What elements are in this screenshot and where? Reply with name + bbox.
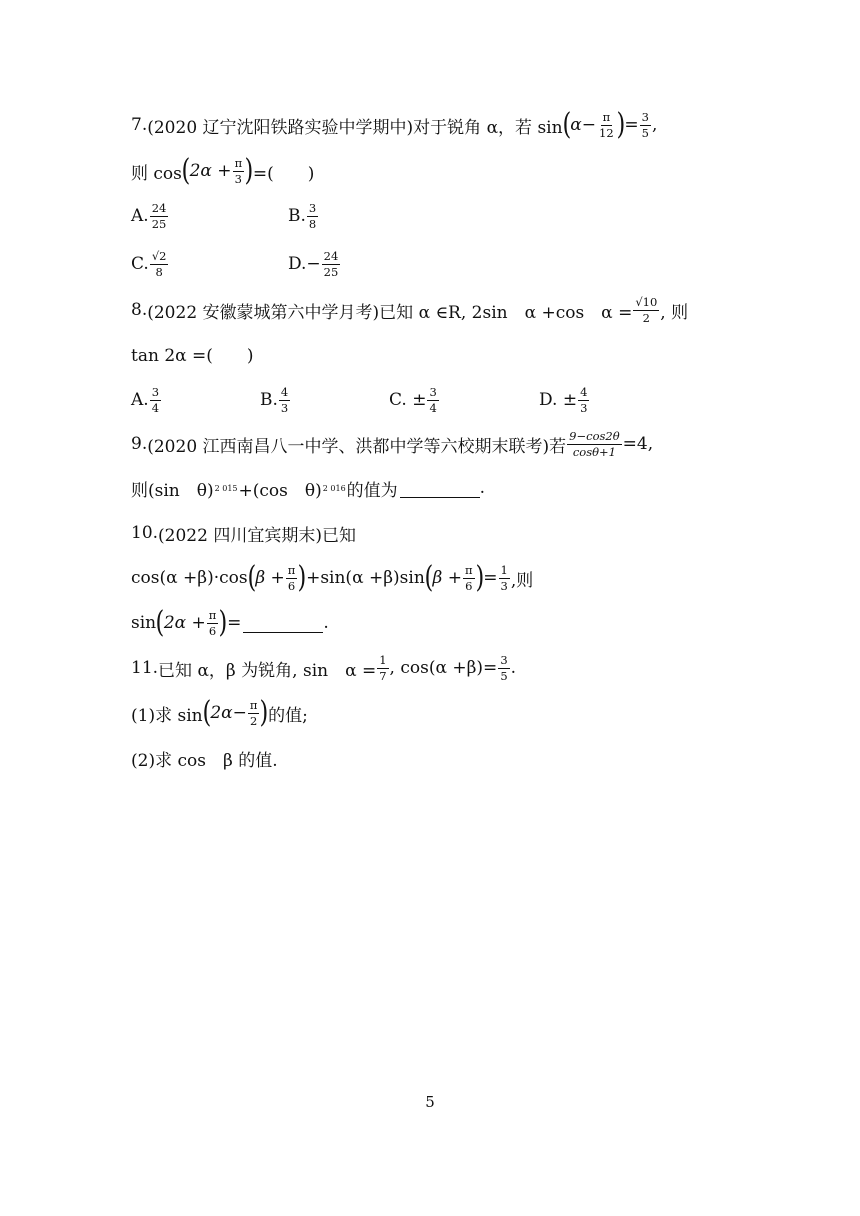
q8-option-a: A. $\frac{3}{4}$ — [131, 385, 160, 415]
q8-number: 8. — [131, 300, 148, 320]
q8-option-d: D. ± $\frac{4}{3}$ — [539, 385, 588, 415]
q7-option-c: C. $\frac{√2}{8}$ — [131, 249, 167, 279]
q10-line1: 10. (2022 四川宜宾期末) 已知 — [131, 513, 356, 553]
q11-part2: (2)求 cos β 的值. — [131, 750, 278, 771]
q7-option-a: A. $\frac{24}{25}$ — [131, 201, 167, 231]
q7-option-d: D.− $\frac{24}{25}$ — [288, 249, 339, 279]
answer-blank — [243, 614, 323, 633]
fraction-pi-2: $\frac{\pi}{2}$ — [249, 698, 258, 728]
q7-options-row2 — [0, 244, 860, 284]
q7-line2: 则 cos ( 2α + $\frac{\pi}{3}$ ) =( ) — [131, 153, 315, 188]
q9-number: 9. — [131, 434, 148, 454]
q9-line1: 9. (2020 江西南昌八一中学、洪都中学等六校期末联考) 若 $\frac{9-\cos 2\theta}{\cos\theta+1}$ =4, — [131, 429, 654, 459]
page-number: 5 — [425, 1093, 435, 1111]
q9-line2: 则(sin θ) 2 015 +(cos θ) 2 016 的值为 . — [131, 478, 486, 501]
q11-number: 11. — [131, 658, 159, 678]
left-paren: ( — [181, 153, 191, 188]
q7-number: 7. — [131, 115, 148, 135]
q11-line1: 11. 已知 α，β 为锐角, sin α = $\frac{1}{7}$ , cos(α +β)= $\frac{3}{5}$ . — [131, 653, 517, 683]
q7-line2-text: 则 cos — [131, 163, 182, 184]
fraction-sqrt10-2: $\frac{√10}{2}$ — [635, 295, 658, 325]
fraction-1-3: $\frac{1}{3}$ — [500, 563, 508, 593]
q10-source: (2022 四川宜宾期末) — [158, 525, 322, 546]
q7-line1: 7. (2020 辽宁沈阳铁路实验中学期中) 对于锐角 α，若 sin ( α− $\frac{\pi}{12}$ ) = $\frac{3}{5}$ , — [131, 107, 658, 142]
fraction-pi-6: $\frac{\pi}{6}$ — [208, 608, 217, 638]
right-paren: ) — [616, 107, 625, 142]
q8-option-c: C. ± $\frac{3}{4}$ — [389, 385, 437, 415]
q8-stem: 已知 α ∈R, 2sin α +cos α = — [379, 302, 633, 323]
right-paren: ) — [244, 153, 254, 188]
fraction-pi-6: $\frac{\pi}{6}$ — [464, 563, 473, 593]
q8-option-b: B. $\frac{4}{3}$ — [260, 385, 289, 415]
fraction-1-7: $\frac{1}{7}$ — [379, 653, 387, 683]
fraction-pi-12: $\frac{\pi}{12}$ — [599, 110, 614, 140]
q10-line2: cos(α +β)·cos ( β + $\frac{\pi}{6}$ ) +sin(α +β)sin ( β + $\frac{\pi}{6}$ ) = $\frac{1}{3}$ ,则 — [131, 560, 534, 595]
q7-stem: 对于锐角 α，若 sin — [413, 117, 563, 138]
fraction-3-5: $\frac{3}{5}$ — [500, 653, 508, 683]
q7-option-b: B. $\frac{3}{8}$ — [288, 201, 317, 231]
fraction-9-cos2theta: $\frac{9-\cos 2\theta}{\cos\theta+1}$ — [569, 429, 620, 459]
q8-line1: 8. (2022 安徽蒙城第六中学月考) 已知 α ∈R, 2sin α +cos α = $\frac{√10}{2}$ , 则 — [131, 295, 689, 325]
fraction-3-5: $\frac{3}{5}$ — [641, 110, 649, 140]
q10-line3: sin ( 2α + $\frac{\pi}{6}$ ) = . — [131, 605, 329, 640]
answer-blank — [400, 479, 480, 498]
q7-arg-var: α− — [570, 115, 597, 135]
q9-source: (2020 江西南昌八一中学、洪都中学等六校期末联考) — [147, 436, 550, 457]
q7-options-row1 — [0, 196, 860, 236]
exponent-2015: 2 015 — [214, 483, 238, 493]
left-paren: ( — [562, 107, 571, 142]
fraction-pi-3: $\frac{\pi}{3}$ — [234, 156, 243, 186]
q7-source: (2020 辽宁沈阳铁路实验中学期中) — [147, 117, 414, 138]
q8-options — [0, 380, 860, 420]
fraction-pi-6: $\frac{\pi}{6}$ — [287, 563, 296, 593]
exponent-2016: 2 016 — [322, 483, 346, 493]
q8-source: (2022 安徽蒙城第六中学月考) — [147, 302, 380, 323]
q8-line2: tan 2α =( ) — [131, 345, 254, 366]
q11-part1: (1)求 sin ( 2α− $\frac{\pi}{2}$ ) 的值; — [131, 695, 308, 730]
q10-number: 10. — [131, 523, 159, 543]
